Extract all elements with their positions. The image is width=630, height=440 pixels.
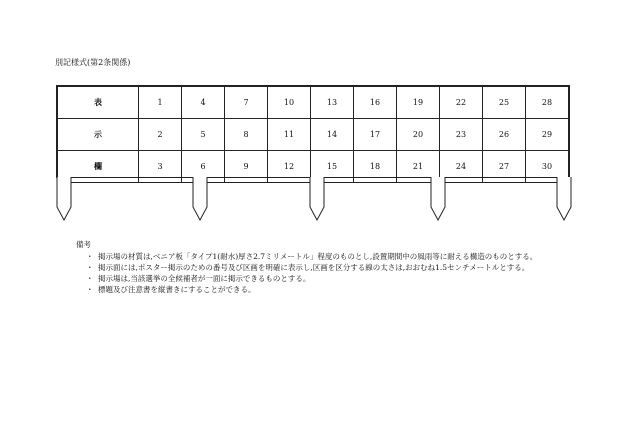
board-row: [58, 87, 569, 119]
poster-slot: 14: [311, 119, 354, 151]
poster-slot: 13: [311, 87, 354, 119]
poster-slot: 21: [397, 151, 440, 183]
post: [309, 177, 325, 221]
poster-slot: 16: [354, 87, 397, 119]
poster-slot: 6: [182, 151, 225, 183]
form-caption: 別記様式(第2条関係): [55, 58, 131, 67]
poster-slot: 15: [311, 151, 354, 183]
note-text: 標題及び注意書を縦書きにすることができる。: [98, 285, 256, 294]
poster-slot: 12: [268, 151, 311, 183]
note-text: 掲示場の材質は,ベニア板「タイプ1(耐水)厚さ2.7ミリメートル」程度のものとし,設置期間中の風雨等に耐える構造のものとする。: [98, 252, 538, 261]
notes-list: [76, 252, 556, 295]
poster-slot: 2: [139, 119, 182, 151]
note-item: [76, 285, 556, 295]
note-bullet: ・: [86, 285, 94, 294]
poster-slot: 30: [526, 151, 569, 183]
notes: [76, 240, 556, 296]
poster-slot: 23: [440, 119, 483, 151]
note-bullet: ・: [86, 274, 94, 283]
poster-slot: 7: [225, 87, 268, 119]
poster-slot: 29: [526, 119, 569, 151]
post: [556, 177, 572, 221]
board-label: 欄: [58, 151, 139, 183]
post: [192, 177, 208, 221]
note-text: 掲示場は,当該選挙の全候補者が一面に掲示できるものとする。: [98, 274, 311, 283]
note-text: 掲示面には,ポスター掲示のための番号及び区画を明確に表示し,区画を区分する線の太さは,おおむね1.5センチメートルとする。: [98, 263, 530, 272]
board-row: [58, 119, 569, 151]
poster-slot: 25: [483, 87, 526, 119]
note-item: [76, 252, 556, 262]
poster-slot: 19: [397, 87, 440, 119]
board-grid: [57, 86, 569, 183]
poster-slot: 8: [225, 119, 268, 151]
poster-slot: 22: [440, 87, 483, 119]
poster-slot: 10: [268, 87, 311, 119]
poster-slot: 1: [139, 87, 182, 119]
note-bullet: ・: [86, 252, 94, 261]
note-bullet: ・: [86, 263, 94, 272]
poster-slot: 18: [354, 151, 397, 183]
poster-slot: 26: [483, 119, 526, 151]
poster-slot: 9: [225, 151, 268, 183]
poster-slot: 28: [526, 87, 569, 119]
poster-slot: 24: [440, 151, 483, 183]
poster-slot: 11: [268, 119, 311, 151]
board-posts: [0, 177, 630, 223]
notes-title: 備考: [76, 240, 91, 249]
poster-slot: 3: [139, 151, 182, 183]
board-label: 表: [58, 87, 139, 119]
notice-board: [56, 85, 570, 178]
post: [430, 177, 446, 221]
poster-slot: 4: [182, 87, 225, 119]
note-item: [76, 263, 556, 273]
poster-slot: 27: [483, 151, 526, 183]
note-item: [76, 274, 556, 284]
poster-slot: 17: [354, 119, 397, 151]
post: [56, 177, 72, 221]
board-label: 示: [58, 119, 139, 151]
poster-slot: 5: [182, 119, 225, 151]
poster-slot: 20: [397, 119, 440, 151]
